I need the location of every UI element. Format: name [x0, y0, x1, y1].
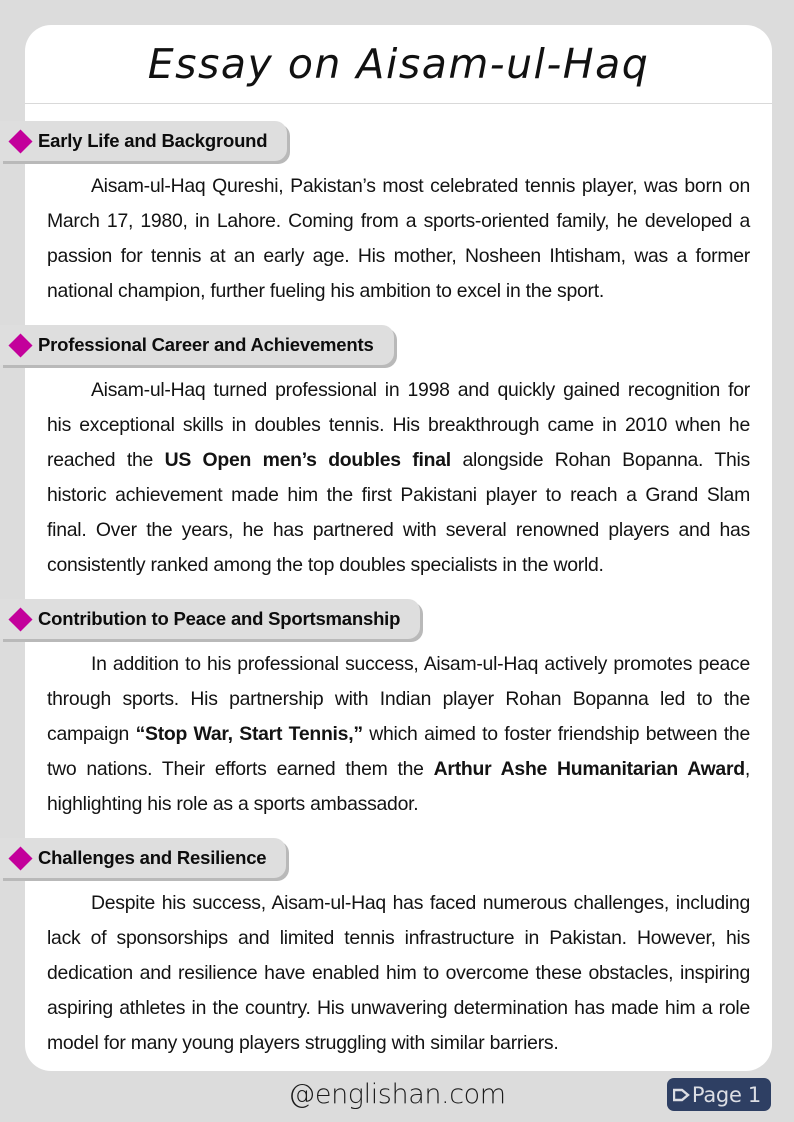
- document-page-card: [25, 25, 772, 1071]
- section-heading-label: Challenges and Resilience: [38, 847, 267, 868]
- section-body: [25, 165, 772, 309]
- section-body: [25, 369, 772, 583]
- section-body: [25, 882, 772, 1061]
- title-band: [25, 25, 772, 104]
- section-paragraph: Despite his success, Aisam-ul-Haq has faced numerous challenges, including lack of sponsorships and limited tennis infrastructure in Pakistan. However, his dedication and resilience have enabled him to overcome these obstacles, inspiring aspiring athletes in the country. His unwavering determination has made him a role model for many young players struggling with similar barriers.: [47, 892, 750, 1054]
- section-challenges-resilience: [25, 838, 772, 1061]
- chevron-right-icon: [673, 1087, 690, 1103]
- section-heading-label: Professional Career and Achievements: [38, 334, 374, 355]
- section-paragraph: In addition to his professional success, Aisam-ul-Haq actively promotes peace through sports. His partnership with Indian player Rohan Bopanna led to the campaign “Stop War, Start Tennis,” which aimed to foster friendship between the two nations. Their efforts earned them the Arthur Ashe Humanitarian Award, highlighting his role as a sports ambassador.: [47, 653, 751, 815]
- site-credit: @englishan.com: [288, 1079, 506, 1110]
- section-heading-wrap: [0, 838, 772, 882]
- page-number-label: Page 1: [691, 1082, 761, 1107]
- section-heading-pill[interactable]: [0, 838, 286, 878]
- diamond-bullet-icon: [8, 129, 32, 153]
- page-title: Essay on Aisam-ul-Haq: [147, 40, 650, 88]
- sections-container: [25, 104, 772, 1061]
- section-heading-wrap: [0, 325, 772, 369]
- section-heading-wrap: [0, 599, 772, 643]
- section-professional-career: [25, 325, 772, 583]
- section-early-life: [25, 121, 772, 309]
- section-heading-label: Early Life and Background: [38, 130, 268, 151]
- diamond-bullet-icon: [8, 333, 32, 357]
- section-contribution-peace: [25, 599, 772, 822]
- section-heading-label: Contribution to Peace and Sportsmanship: [38, 608, 401, 629]
- section-paragraph: Aisam-ul-Haq turned professional in 1998 and quickly gained recognition for his exceptional skills in doubles tennis. His breakthrough came in 2010 when he reached the US Open men’s doubles final alongside Rohan Bopanna. This historic achievement made him the first Pakistani player to reach a Grand Slam final. Over the years, he has partnered with several renowned players and has consistently ranked among the top doubles specialists in the world.: [47, 379, 750, 576]
- page-number-badge: [667, 1078, 771, 1111]
- section-heading-pill[interactable]: [0, 599, 420, 639]
- section-heading-pill[interactable]: [0, 325, 394, 365]
- diamond-bullet-icon: [8, 846, 32, 870]
- section-body: [25, 643, 772, 822]
- section-heading-pill[interactable]: [0, 121, 287, 161]
- section-paragraph: Aisam-ul-Haq Qureshi, Pakistan’s most celebrated tennis player, was born on March 17, 1980, in Lahore. Coming from a sports-oriented family, he developed a passion for tennis at an early age. His mother, Nosheen Ihtisham, was a former national champion, further fueling his ambition to excel in the sport.: [47, 175, 750, 302]
- diamond-bullet-icon: [8, 607, 32, 631]
- section-heading-wrap: [0, 121, 772, 165]
